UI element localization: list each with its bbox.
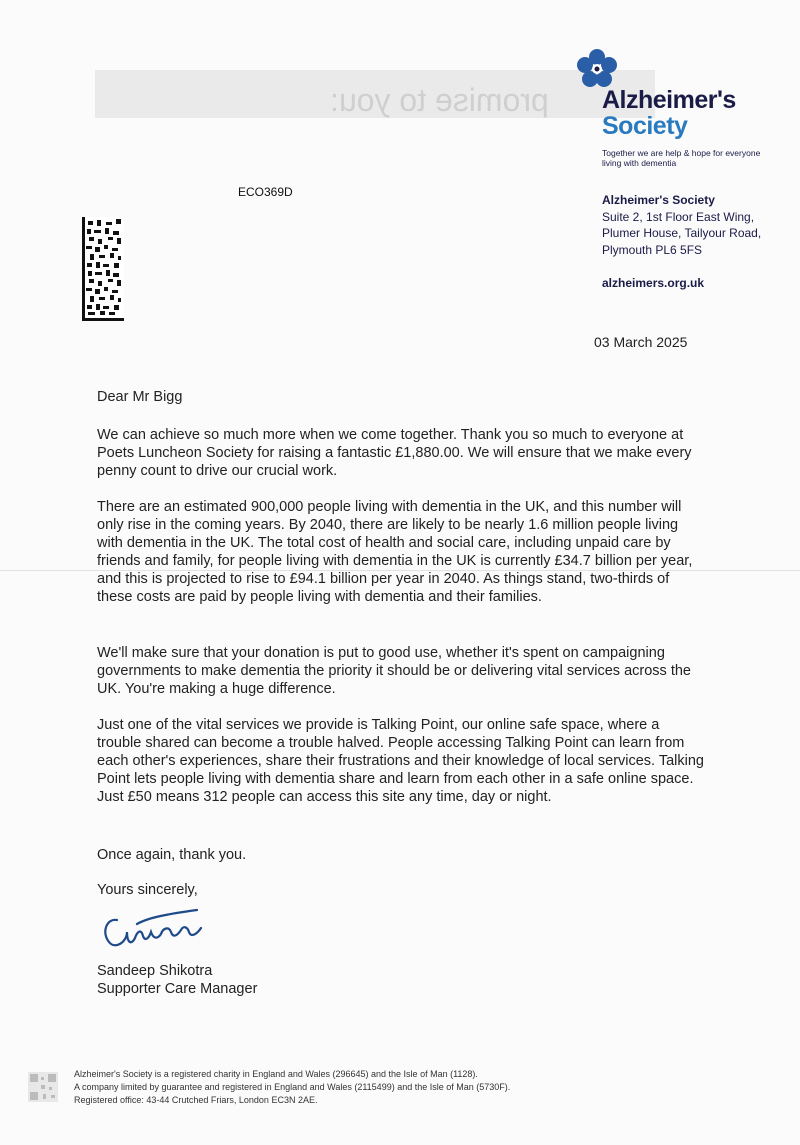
signer-name: Sandeep Shikotra bbox=[97, 963, 213, 979]
closing: Yours sincerely, bbox=[97, 882, 198, 898]
address-org: Alzheimer's Society bbox=[602, 193, 715, 207]
paragraph-statistics: There are an estimated 900,000 people living with dementia in the UK, and this number will only rise in the coming years. By 2040, there are likely to be nearly 1.6 million people living with dementia in the UK. The total cost of health and social care, including unpaid care by friends and family, for people living with dementia in the UK is currently £34.7 billion per year, and this is projected to rise to £94.1 billion per year in 2040. As things stand, two-thirds of these costs are paid by people living with dementia and their families. bbox=[97, 499, 693, 605]
address-line3: Plymouth PL6 5FS bbox=[602, 242, 703, 257]
footer-line1: Alzheimer's Society is a registered charity in England and Wales (296645) and the Isle of Man (1128). bbox=[74, 1069, 478, 1079]
footer-line2: A company limited by guarantee and registered in England and Wales (2115499) and the Isle of Man (5730F). bbox=[74, 1082, 511, 1092]
address-line2: Plumer House, Tailyour Road, bbox=[602, 226, 762, 240]
paragraph-thanks: We can achieve so much more when we come together. Thank you so much to everyone at Poets Luncheon Society for raising a fantastic £1,880.00. We will ensure that we make every penny count to drive our crucial work. bbox=[97, 427, 692, 479]
signer-title: Supporter Care Manager bbox=[97, 981, 258, 997]
reference-code: ECO369D bbox=[238, 185, 293, 199]
signature-block bbox=[97, 962, 257, 998]
website-link[interactable]: alzheimers.org.uk bbox=[602, 276, 705, 290]
logo-tagline: Together we are help & hope for everyone living with dementia bbox=[602, 148, 761, 168]
barcode-datamatrix bbox=[82, 217, 124, 321]
paragraph-talking-point: Just one of the vital services we provide is Talking Point, our online safe space, where a trouble shared can become a trouble halved. People accessing Talking Point can learn from each other's experiences, share their frustrations and their knowledge of local services. Talking Point lets people living with dementia share and learn from each other in a safe online space. Just £50 means 312 people can access this site any time, day or night. bbox=[97, 717, 704, 805]
paragraph-donation-use: We'll make sure that your donation is put to good use, whether it's spent on campaigning governments to make dementia the priority it should be or delivering vital services across the UK. You're making a huge difference. bbox=[97, 645, 691, 697]
paragraph-thank-you: Once again, thank you. bbox=[97, 847, 247, 863]
address-line1: Suite 2, 1st Floor East Wing, bbox=[602, 209, 755, 224]
footer-registration bbox=[74, 1068, 510, 1107]
letter-date: 03 March 2025 bbox=[594, 334, 688, 350]
handwritten-signature bbox=[97, 898, 217, 958]
sender-address bbox=[602, 192, 761, 258]
bleed-through-text: promise to you: bbox=[330, 82, 549, 118]
logo-name-line2: Society bbox=[602, 112, 688, 140]
footer-qr-code bbox=[28, 1072, 58, 1102]
logo-name-line1: Alzheimer's bbox=[602, 86, 736, 114]
forget-me-not-flower-icon bbox=[576, 48, 618, 90]
salutation: Dear Mr Bigg bbox=[97, 389, 183, 405]
footer-line3: Registered office: 43-44 Crutched Friars, London EC3N 2AE. bbox=[74, 1095, 318, 1105]
